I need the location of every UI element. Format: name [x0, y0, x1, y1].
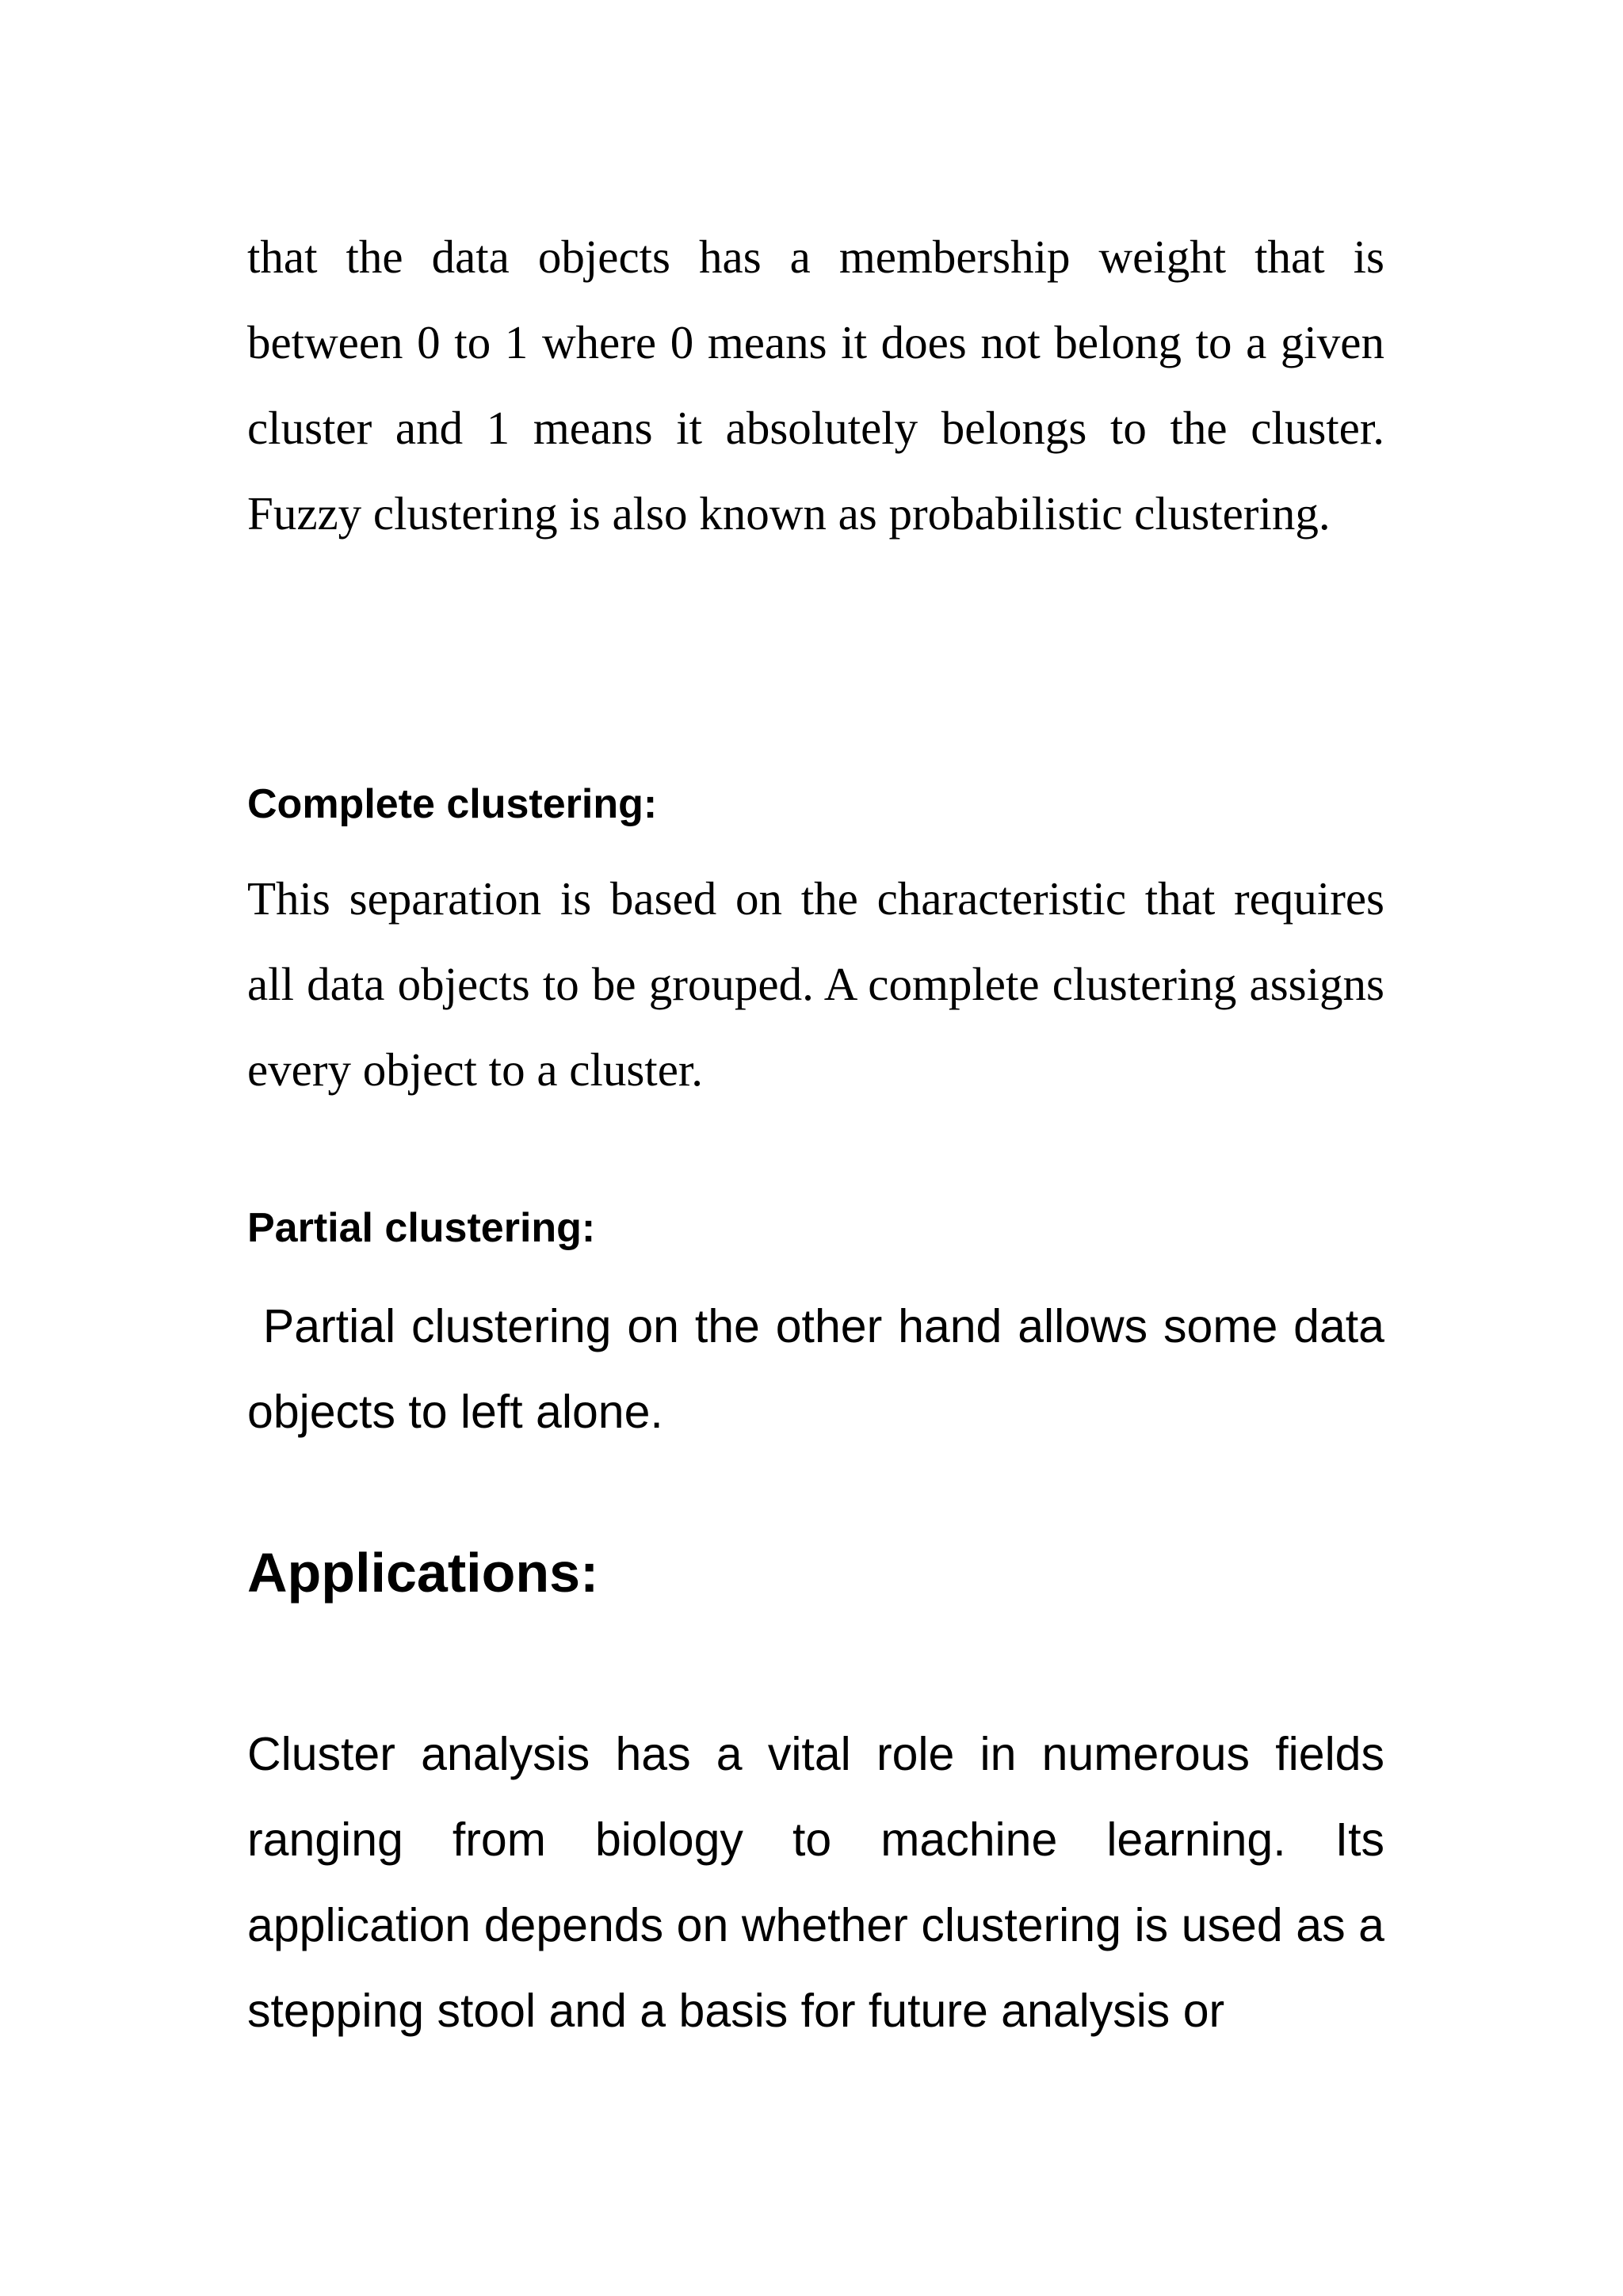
partial-clustering-heading: Partial clustering: — [247, 1205, 596, 1251]
applications-heading: Applications: — [247, 1542, 599, 1604]
complete-clustering-heading: Complete clustering: — [247, 781, 658, 827]
applications-paragraph: Cluster analysis has a vital role in numerous fields ranging from biology to machine learning. Its application depends on whether clustering is used as a stepping stool and a basis for future analysis or — [247, 1728, 1384, 2037]
complete-clustering-paragraph: This separation is based on the characteristic that requires all data objects to be grouped. A complete clustering assigns every object to a cluster. — [247, 872, 1384, 1096]
partial-clustering-paragraph: Partial clustering on the other hand allows some data objects to left alone. — [247, 1300, 1384, 1438]
fuzzy-clustering-paragraph: that the data objects has a membership weight that is between 0 to 1 where 0 means it does not belong to a given cluster and 1 means it absolutely belongs to the cluster. Fuzzy clustering is also known as probabilistic clustering. — [247, 231, 1384, 540]
